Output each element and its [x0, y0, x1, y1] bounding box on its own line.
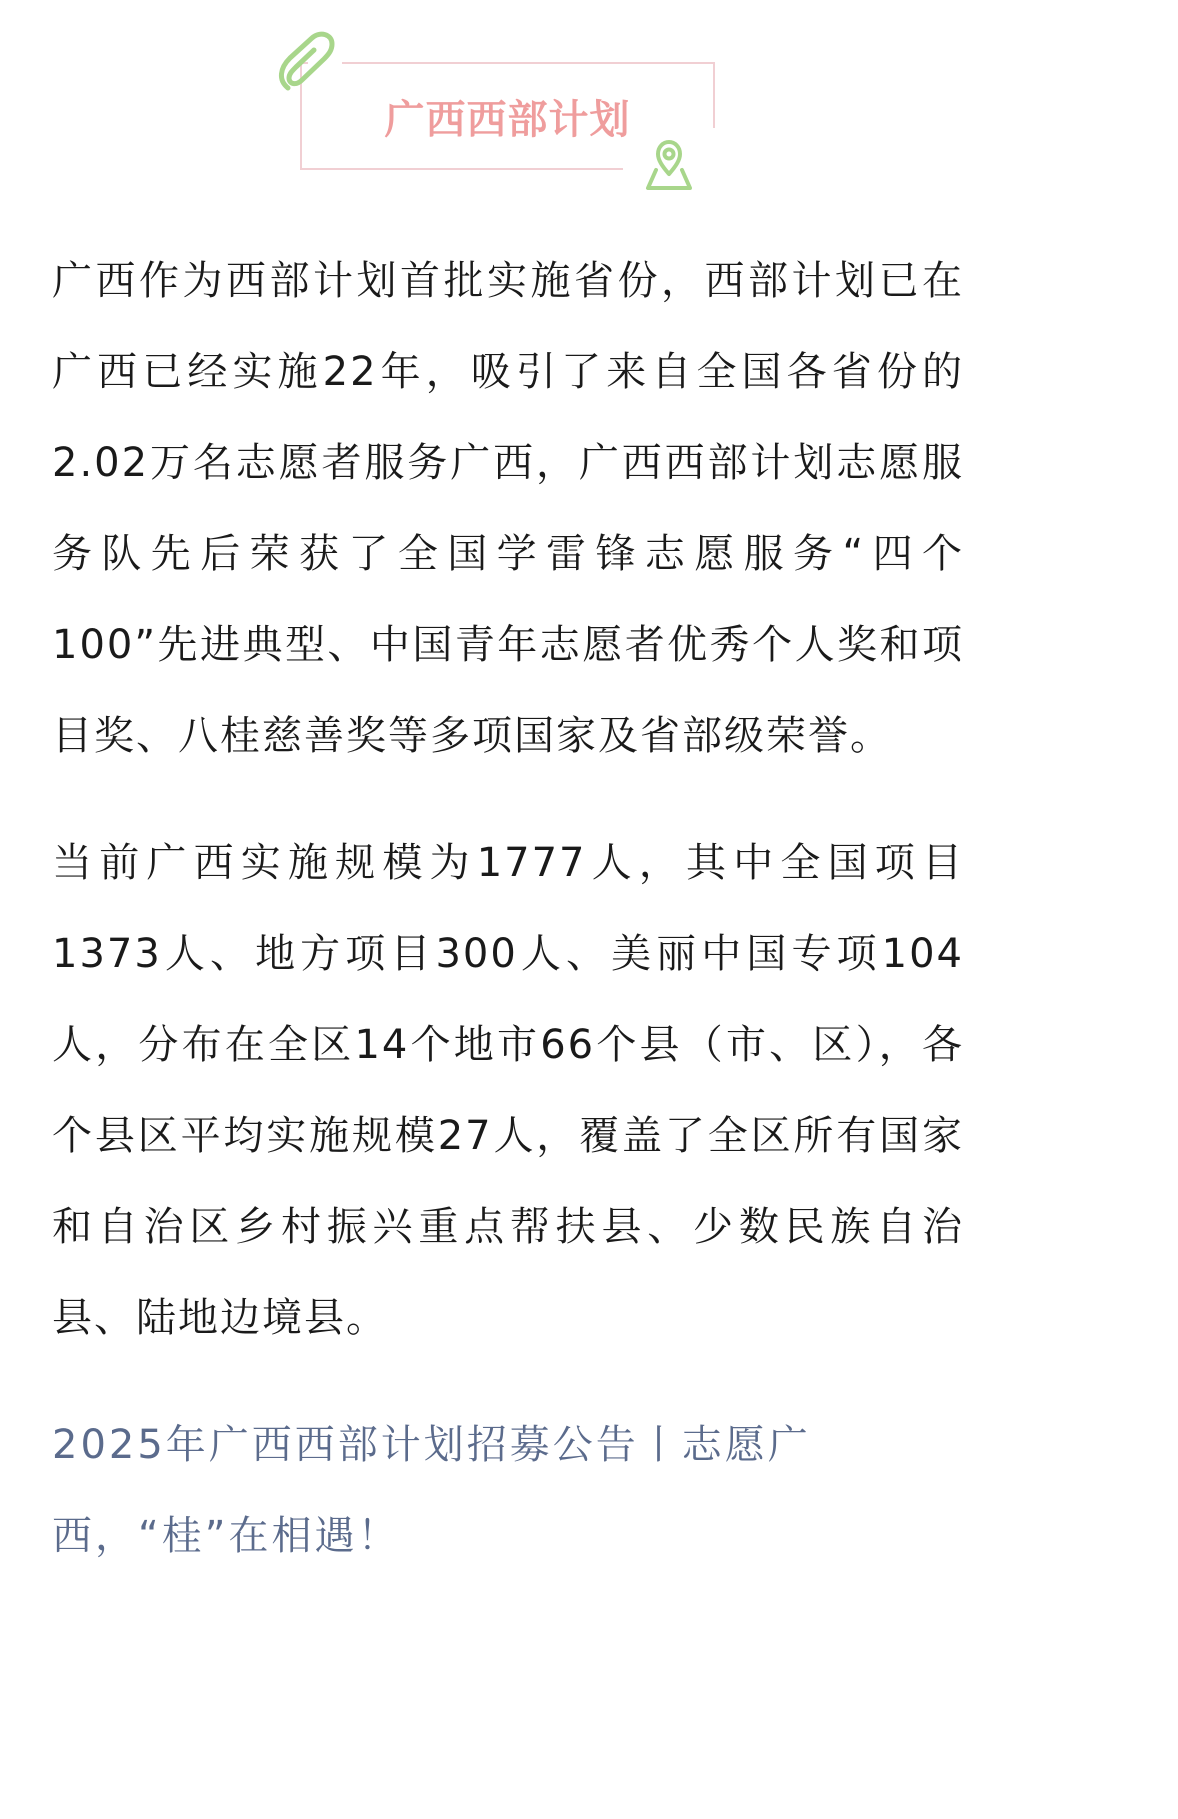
paragraph-scale: 当前广西实施规模为1777人，其中全国项目1373人、地方项目300人、美丽中国专项104人，分布在全区14个地市66个县（市、区），各个县区平均实施规模27人，覆盖了全区所有国家和自治区乡村振兴重点帮扶县、少数民族自治县、陆地边境县。 [52, 840, 964, 1341]
related-article-link[interactable]: 2025年广西西部计划招募公告丨志愿广西，“桂”在相遇！ [52, 1422, 811, 1559]
article-body [52, 236, 964, 1364]
location-pin-icon [640, 138, 698, 194]
paragraph-history: 广西作为西部计划首批实施省份，西部计划已在广西已经实施22年，吸引了来自全国各省份的2.02万名志愿者服务广西，广西西部计划志愿服务队先后荣获了全国学雷锋志愿服务“四个100”先进典型、中国青年志愿者优秀个人奖和项目奖、八桂慈善奖等多项国家及省部级荣誉。 [52, 258, 964, 759]
section-title: 广西西部计划 [384, 97, 631, 143]
paperclip-icon [274, 28, 338, 98]
